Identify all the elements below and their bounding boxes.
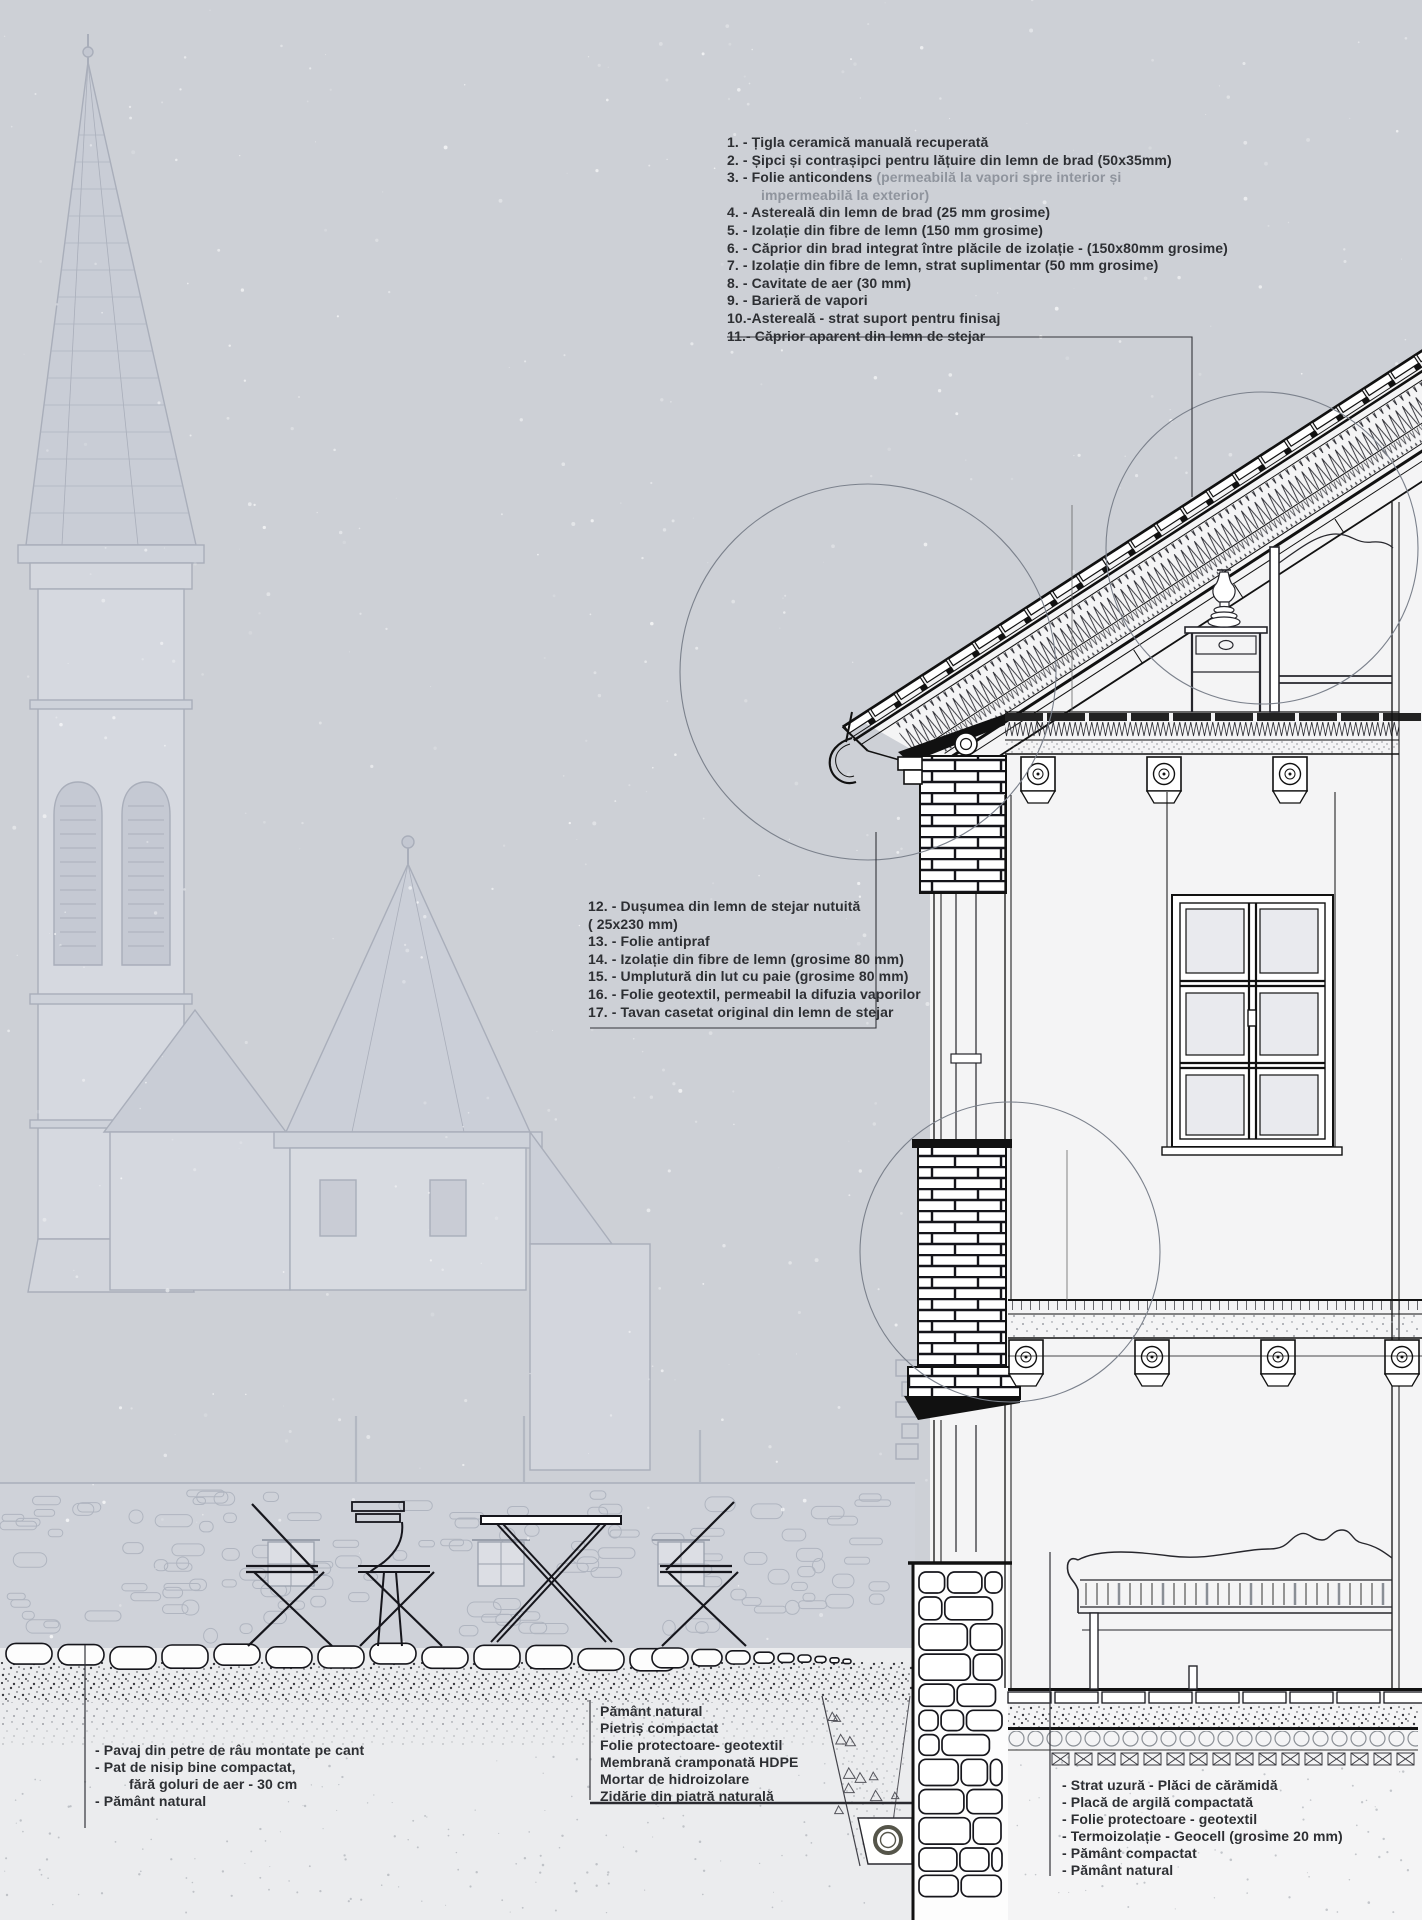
note-line: 5. - Izolație din fibre de lemn (150 mm grosime) [727, 221, 1043, 238]
note-line: Folie protectoare- geotextil [600, 1736, 783, 1753]
log-end [955, 733, 977, 755]
note-line: 8. - Cavitate de aer (30 mm) [727, 274, 912, 291]
note-line: 17. - Tavan casetat original din lemn de stejar [588, 1003, 894, 1020]
note-line: 12. - Dușumea din lemn de stejar nutuită [588, 898, 861, 914]
note-line: - Pământ compactat [1062, 1844, 1197, 1861]
note-line: 1. - Țigla ceramică manuală recuperată [727, 134, 989, 150]
pavement-notes [95, 1742, 364, 1810]
note-line: - Pământ natural [1062, 1861, 1174, 1878]
note-line: Pământ natural [600, 1703, 703, 1719]
note-line: - Termoizolație - Geocell (grosime 20 mm) [1062, 1827, 1343, 1844]
note-line: - Folie protectoare - geotextil [1062, 1810, 1258, 1827]
note-line: 16. - Folie geotextil, permeabil la difuzia vaporilor [588, 985, 921, 1002]
roof-notes [727, 134, 1228, 345]
slab-notes [1062, 1777, 1343, 1878]
note-line: 15. - Umplutură din lut cu paie (grosime 80 mm) [588, 968, 909, 985]
window-sill [1162, 1147, 1342, 1155]
bed-post [1270, 547, 1279, 712]
note-line: - Pavaj din petre de râu montate pe cant [95, 1742, 365, 1758]
note-line: - Strat uzură - Plăci de cărămidă [1062, 1777, 1278, 1793]
note-line: 3. - Folie anticondens (permeabilă la vapori spre interior și [727, 169, 1122, 186]
nightstand [1185, 627, 1267, 633]
foundation-notes [600, 1703, 798, 1804]
window [1162, 895, 1342, 1155]
note-line: 9. - Barieră de vapori [727, 292, 868, 309]
note-line: - Pat de nisip bine compactat, [95, 1758, 296, 1775]
note-line: - Pământ natural [95, 1792, 207, 1809]
note-line: 13. - Folie antipraf [588, 933, 710, 950]
note-line: - Placă de argilă compactată [1062, 1793, 1254, 1810]
note-line: Pietriș compactat [600, 1719, 719, 1736]
note-line: 7. - Izolație din fibre de lemn, strat suplimentar (50 mm grosime) [727, 257, 1159, 274]
brick-cornice-floor [904, 1139, 1020, 1420]
window-handle [1248, 1010, 1256, 1026]
note-line: Mortar de hidroizolare [600, 1770, 750, 1787]
note-line: Zidărie din piatră naturală [600, 1787, 774, 1804]
note-line: fără goluri de aer - 30 cm [129, 1775, 298, 1792]
note-line: 6. - Căprior din brad integrat între plăcile de izolație - (150x80mm grosime) [727, 239, 1228, 256]
note-line: 14. - Izolație din fibre de lemn (grosime 80 mm) [588, 950, 904, 967]
note-line: 10.-Astereală - strat suport pentru finisaj [727, 309, 1001, 326]
stone-foundation [908, 1563, 1012, 1920]
note-line: impermeabilă la exterior) [761, 186, 930, 203]
note-line: 4. - Astereală din lemn de brad (25 mm grosime) [727, 204, 1051, 221]
note-line: ( 25x230 mm) [588, 915, 678, 932]
note-line: 11.- Căprior aparent din lemn de stejar [727, 327, 986, 344]
attic-floor-notes [588, 898, 921, 1021]
note-line: Membrană cramponată HDPE [600, 1753, 799, 1770]
note-line: 2. - Șipci și contrașipci pentru lățuire din lemn de brad (50x35mm) [727, 151, 1172, 168]
